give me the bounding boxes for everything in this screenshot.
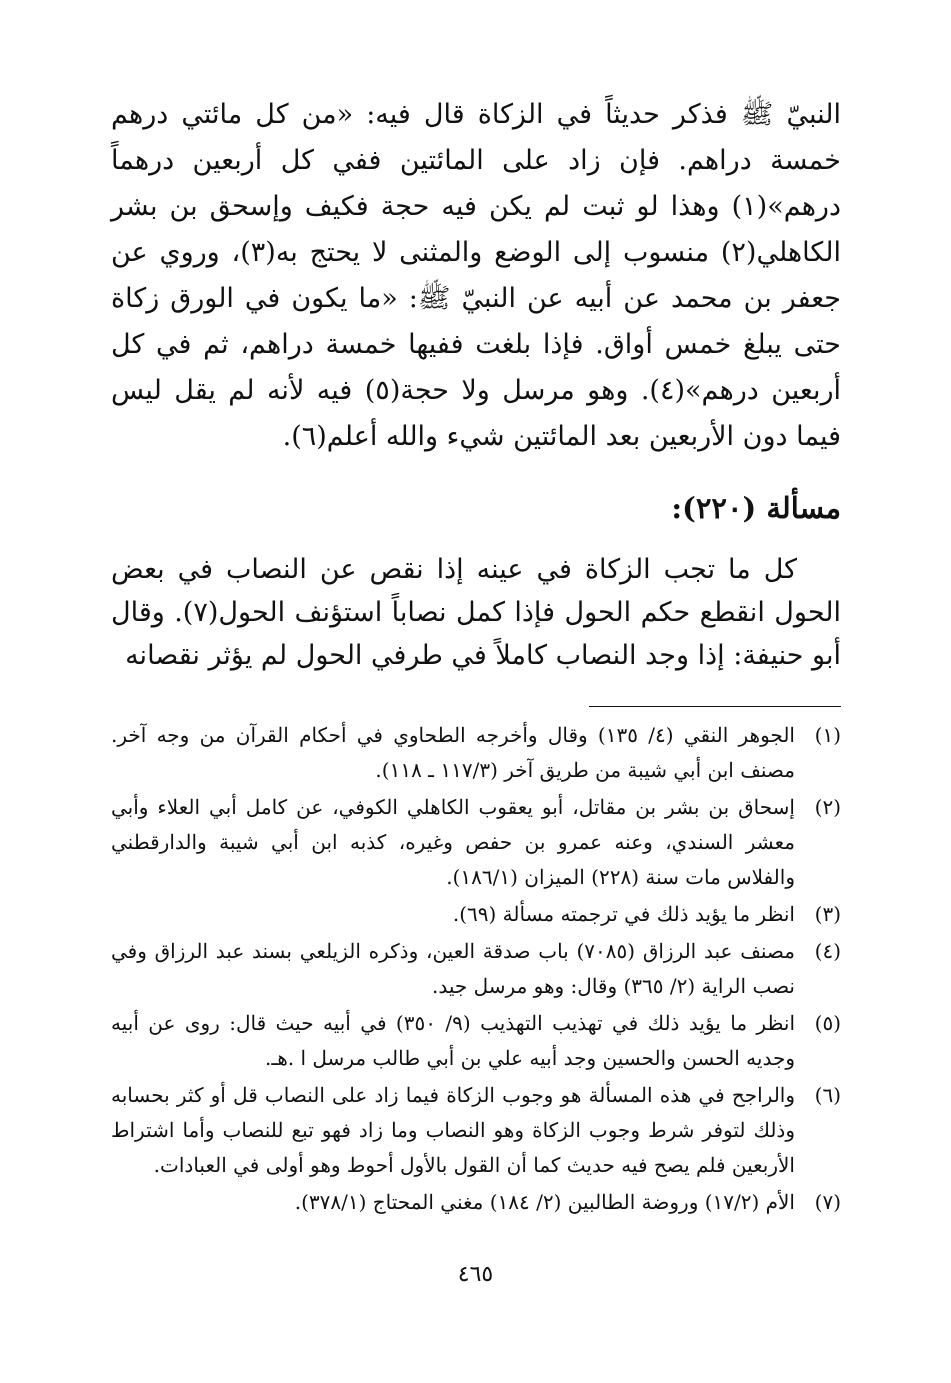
footnote-1 xyxy=(111,718,841,788)
footnote-6 xyxy=(111,1078,841,1183)
footnote-7 xyxy=(111,1185,841,1220)
footnote-separator xyxy=(589,706,841,707)
footnote-4 xyxy=(111,934,841,1004)
footnote-2 xyxy=(111,790,841,895)
footnote-text: مصنف عبد الرزاق (٧٠٨٥) باب صدقة العين، وذكره الزيلعي بسند عبد الرزاق وفي نصب الراية (٢/ ٣٦٥) وقال: وهو مرسل جيد. xyxy=(111,939,795,998)
footnote-3 xyxy=(111,897,841,932)
footnote-text: انظر ما يؤيد ذلك في ترجمته مسألة (٦٩). xyxy=(452,902,795,926)
footnote-text: الأم (١٧/٢) وروضة الطالبين (٢/ ١٨٤) مغني المحتاج (٣٧٨/١). xyxy=(294,1190,795,1214)
main-text-block-2 xyxy=(111,548,841,677)
footnote-number: (٢) xyxy=(814,795,841,819)
footnote-number: (٣) xyxy=(814,902,841,926)
paragraph-1: النبيّ ﷺ فذكر حديثاً في الزكاة قال فيه: «من كل مائتي درهم خمسة دراهم. فإن زاد على المائتين ففي كل أربعين درهماً درهم»(١) وهذا لو ثبت لم يكن فيه حجة فكيف وإسحق بن بشر الكاهلي(٢) منسوب إلى الوضع والمثنى لا يحتج به(٣)، وروي عن جعفر بن محمد عن أبيه عن النبيّ ﷺ: «ما يكون في الورق زكاة حتى يبلغ خمس أواق. فإذا بلغت ففيها خمسة دراهم، ثم في كل أربعين درهم»(٤). وهو مرسل ولا حجة(٥) فيه لأنه لم يقل ليس فيما دون الأربعين بعد المائتين شيء والله أعلم(٦). xyxy=(111,99,842,452)
page-number: ٤٦٥ xyxy=(457,1262,494,1287)
paragraph-2: كل ما تجب الزكاة في عينه إذا نقص عن النصاب في بعض الحول انقطع حكم الحول فإذا كمل نصاباً استؤنف الحول(٧). وقال أبو حنيفة: إذا وجد النصاب كاملاً في طرفي الحول لم يؤثر نقصانه xyxy=(111,554,841,671)
footnote-number: (١) xyxy=(814,723,841,747)
footnote-number: (٦) xyxy=(814,1083,841,1107)
footnote-number: (٤) xyxy=(814,939,841,963)
section-heading: مسألة (٢٢٠): xyxy=(671,491,841,525)
footnote-number: (٥) xyxy=(814,1011,841,1035)
main-text-block xyxy=(111,92,841,460)
footnote-text: انظر ما يؤيد ذلك في تهذيب التهذيب (٩/ ٣٥٠) في أبيه حيث قال: روى عن أبيه وجديه الحسن والحسين وجد أبيه علي بن أبي طالب مرسل ا .هـ. xyxy=(111,1011,796,1070)
footnotes xyxy=(111,718,841,1222)
footnote-number: (٧) xyxy=(814,1190,841,1214)
footnote-text: والراجح في هذه المسألة هو وجوب الزكاة فيما زاد على النصاب قل أو كثر بحسابه وذلك لتوفر شرط وجوب الزكاة وهو النصاب وما زاد فهو تبع للنصاب وأما اشتراط الأربعين فلم يصح فيه حديث كما أن القول بالأول أحوط وهو أولى في العبادات. xyxy=(111,1083,795,1177)
footnote-5 xyxy=(111,1006,841,1076)
footnote-text: الجوهر النقي (٤/ ١٣٥) وقال وأخرجه الطحاوي في أحكام القرآن من وجه آخر. مصنف ابن أبي شيبة من طريق آخر (١١٧/٣ ـ ١١٨). xyxy=(111,723,795,782)
footnote-text: إسحاق بن بشر بن مقاتل، أبو يعقوب الكاهلي الكوفي، عن كامل أبي العلاء وأبي معشر السندي، وعنه عمرو بن حفص وغيره، كذبه ابن أبي شيبة والدارقطني والفلاس مات سنة (٢٢٨) الميزان (١٨٦/١). xyxy=(111,795,795,889)
